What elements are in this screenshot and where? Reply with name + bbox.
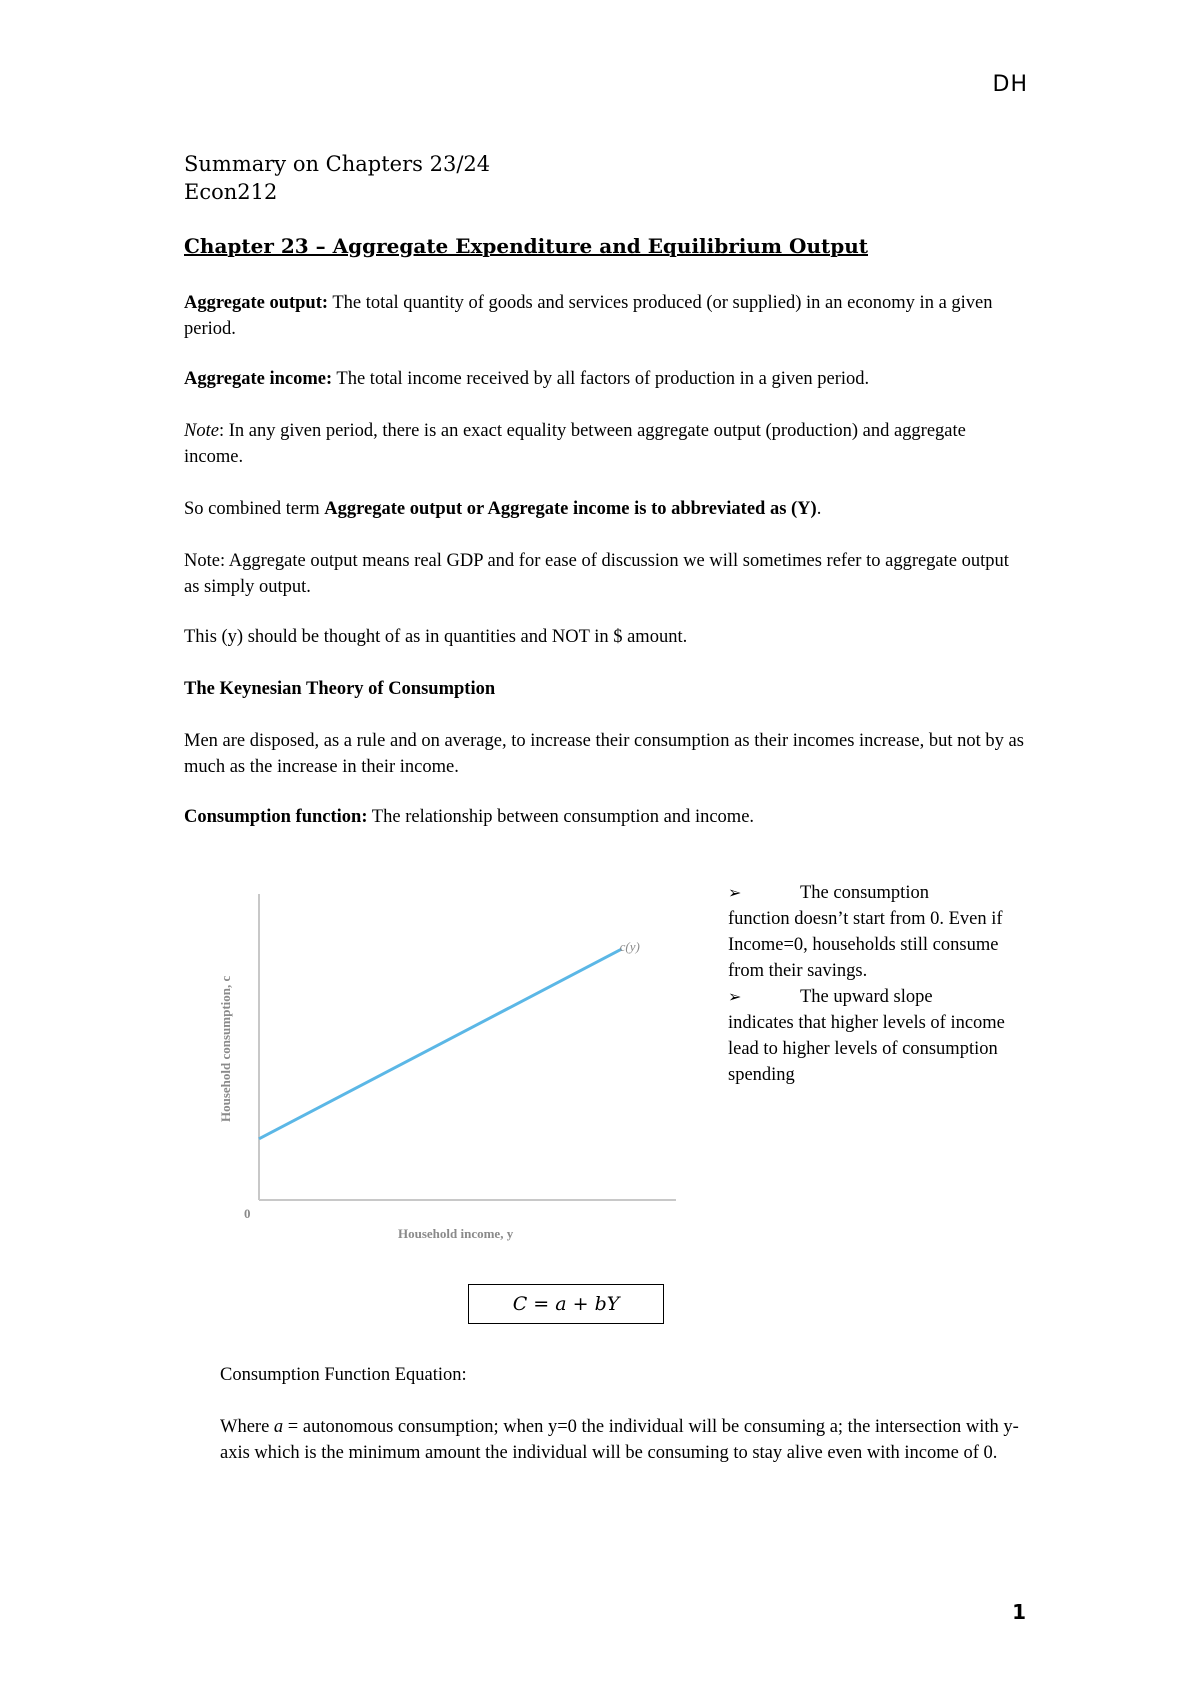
- equation-heading: Consumption Function Equation:: [220, 1365, 467, 1385]
- aggregate-output-term: Aggregate output:: [184, 293, 329, 313]
- series-label: c(y): [619, 939, 640, 955]
- keynesian-heading-text: The Keynesian Theory of Consumption: [184, 679, 496, 699]
- course-code: Econ212: [184, 180, 278, 204]
- arrow-bullet-icon: ➢: [728, 987, 742, 1006]
- aggregate-income-term: Aggregate income:: [184, 369, 333, 389]
- aggregate-income-text: The total income received by all factors of production in a given period.: [332, 369, 870, 389]
- document-title: Summary on Chapters 23/24: [184, 152, 491, 176]
- consumption-function-definition: [184, 804, 1024, 830]
- chart-note-2: [728, 984, 1028, 1088]
- aggregate-output-definition: [184, 290, 1024, 342]
- chart-note-1: [728, 880, 1028, 984]
- chart-note-2-first: The upward slope: [800, 987, 933, 1007]
- combined-prefix: So combined term: [184, 499, 325, 519]
- keynesian-heading: [184, 676, 1024, 702]
- y-axis-label: Household consumption, c: [218, 975, 233, 1122]
- consumption-function-term: Consumption function:: [184, 807, 368, 827]
- consumption-function-text: The relationship between consumption and income.: [367, 807, 755, 827]
- origin-label: 0: [244, 1206, 251, 1221]
- consumption-equation-box: C = a + bY: [468, 1284, 664, 1324]
- where-prefix: Where: [220, 1417, 274, 1437]
- arrow-bullet-icon: ➢: [728, 883, 742, 902]
- aggregate-income-definition: [184, 366, 1024, 392]
- chart-notes: [728, 880, 1028, 1088]
- combined-suffix: .: [816, 499, 822, 519]
- consumption-chart-svg: [200, 880, 700, 1250]
- aggregate-output-text: The total quantity of goods and services produced (or supplied) in an economy in a given period.: [184, 293, 993, 339]
- note-label: Note: [184, 421, 219, 441]
- author-initials: DH: [992, 72, 1028, 97]
- page-number: 1: [1012, 1600, 1026, 1624]
- x-axis-label: Household income, y: [398, 1226, 514, 1241]
- note-real-gdp: Note: Aggregate output means real GDP and for ease of discussion we will sometimes refer to aggregate output as simply output.: [184, 551, 1009, 597]
- consumption-chart: [200, 880, 700, 1250]
- combined-term: [184, 496, 1024, 522]
- chart-note-1-rest: function doesn’t start from 0. Even if Income=0, households still consume from their savings.: [728, 909, 1003, 981]
- consumption-line: [259, 949, 622, 1139]
- combined-bold: Aggregate output or Aggregate income is to abbreviated as (Y): [324, 499, 817, 519]
- note-text: : In any given period, there is an exact equality between aggregate output (production) and aggregate income.: [184, 421, 966, 467]
- keynesian-text: Men are disposed, as a rule and on average, to increase their consumption as their incomes increase, but not by as much as the increase in their income.: [184, 731, 1024, 777]
- where-var: a: [273, 1417, 284, 1437]
- chart-note-1-first: The consumption: [800, 883, 929, 903]
- chapter-heading: Chapter 23 – Aggregate Expenditure and Equilibrium Output: [184, 234, 869, 258]
- autonomous-consumption-explanation: [220, 1414, 1020, 1466]
- quantity-note: This (y) should be thought of as in quantities and NOT in $ amount.: [184, 627, 688, 647]
- where-text: = autonomous consumption; when y=0 the individual will be consuming a; the intersection with y-axis which is the minimum amount the individual will be consuming to stay alive even with income of 0.: [220, 1417, 1019, 1463]
- chart-note-2-rest: indicates that higher levels of income lead to higher levels of consumption spending: [728, 1013, 1005, 1085]
- note-equality: [184, 418, 1024, 470]
